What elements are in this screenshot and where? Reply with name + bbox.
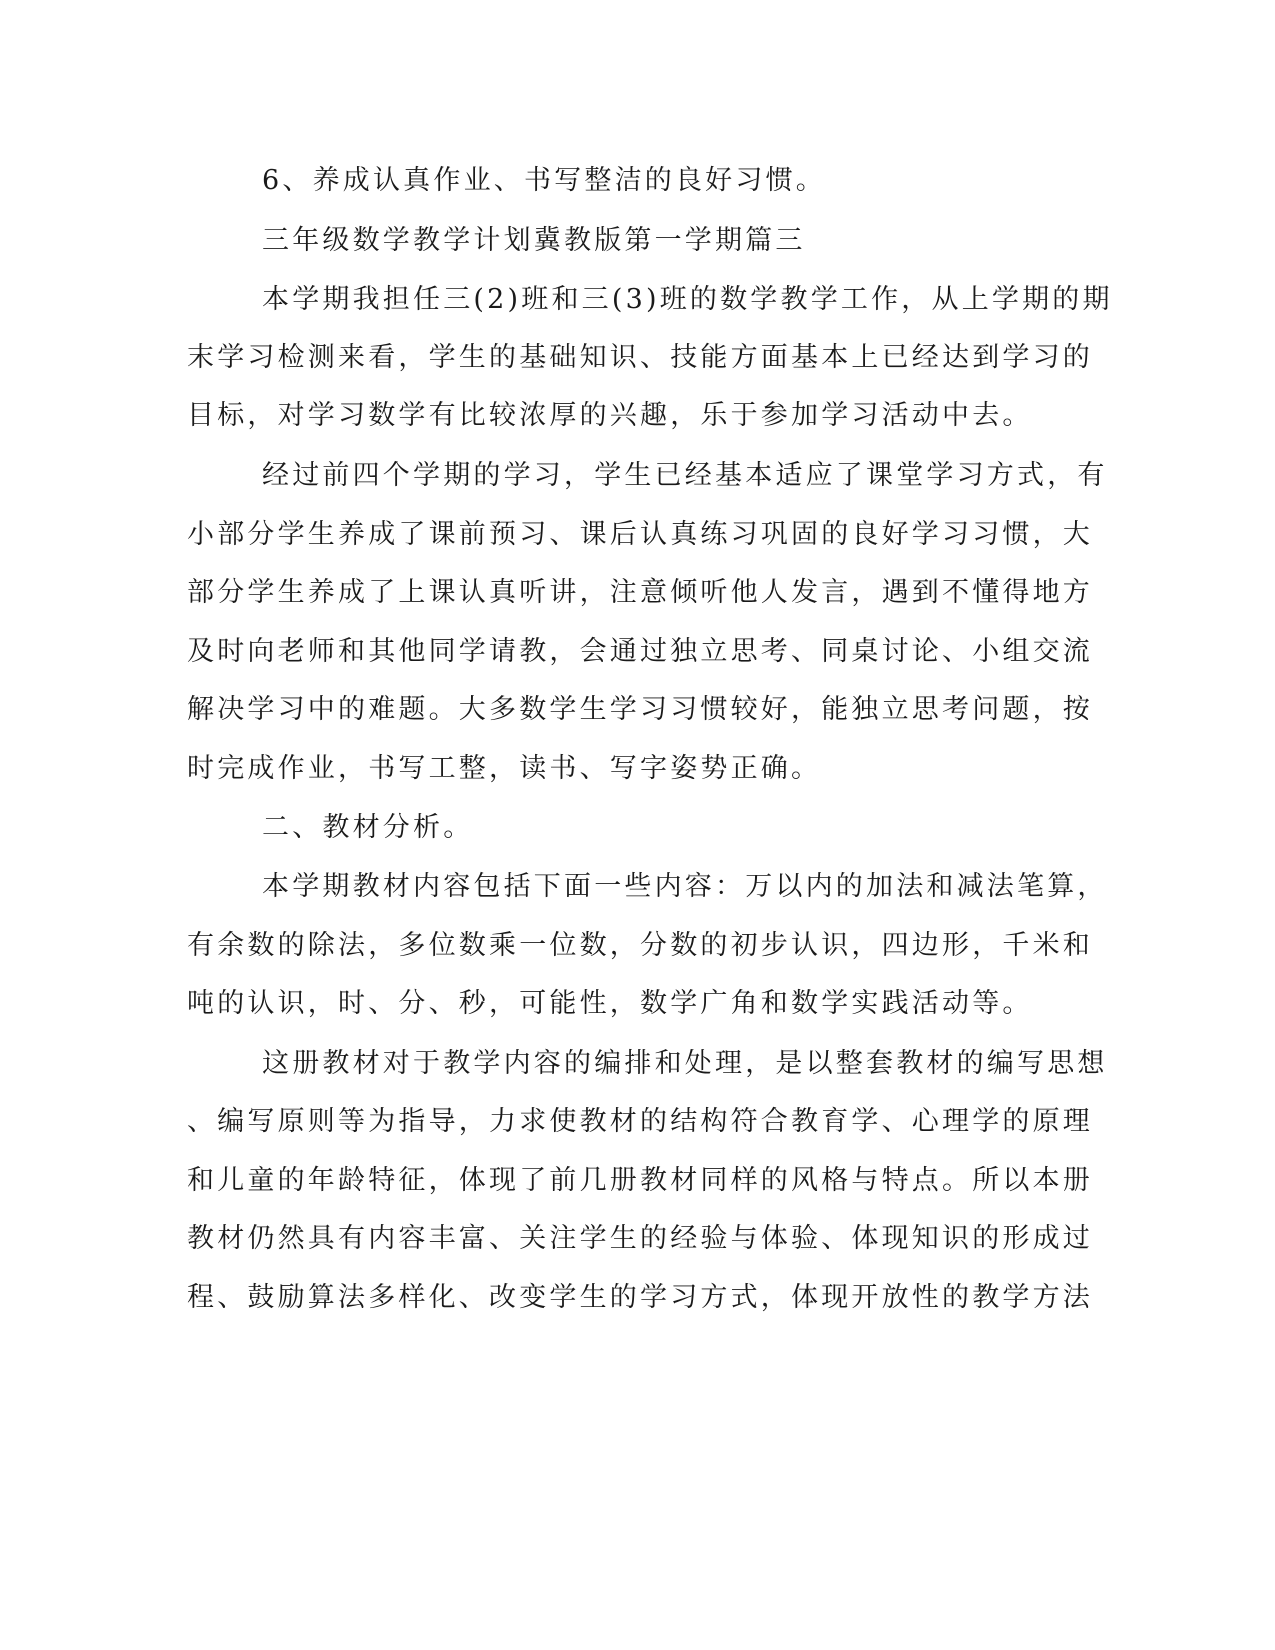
text-line-20: 程、鼓励算法多样化、改变学生的学习方式，体现开放性的教学方法 [187,1282,1093,1313]
text-line-7: 小部分学生养成了课前预习、课后认真练习巩固的良好学习习惯，大 [187,519,1093,550]
subsection-heading: 二、教材分析。 [262,812,474,843]
text-line-6: 经过前四个学期的学习，学生已经基本适应了课堂学习方式，有 [262,460,1108,491]
text-line-10: 解决学习中的难题。大多数学生学习习惯较好，能独立思考问题，按 [187,694,1093,725]
section-heading: 三年级数学教学计划冀教版第一学期篇三 [262,225,806,256]
text-line-8: 部分学生养成了上课认真听讲，注意倾听他人发言，遇到不懂得地方 [187,577,1093,608]
text-line-11: 时完成作业，书写工整，读书、写字姿势正确。 [187,753,822,784]
text-line-3: 本学期我担任三(2)班和三(3)班的数学教学工作，从上学期的期 [262,284,1113,315]
text-line-18: 和儿童的年龄特征，体现了前几册教材同样的风格与特点。所以本册 [187,1165,1093,1196]
text-line-15: 吨的认识，时、分、秒，可能性，数学广角和数学实践活动等。 [187,988,1033,1019]
text-line-9: 及时向老师和其他同学请教，会通过独立思考、同桌讨论、小组交流 [187,636,1093,667]
text-line-19: 教材仍然具有内容丰富、关注学生的经验与体验、体现知识的形成过 [187,1223,1093,1254]
text-line-14: 有余数的除法，多位数乘一位数，分数的初步认识，四边形，千米和 [187,930,1093,961]
text-line-1: 6、养成认真作业、书写整洁的良好习惯。 [262,165,826,196]
text-line-17: 、编写原则等为指导，力求使教材的结构符合教育学、心理学的原理 [187,1106,1093,1137]
text-line-4: 末学习检测来看，学生的基础知识、技能方面基本上已经达到学习的 [187,342,1093,373]
text-line-16: 这册教材对于教学内容的编排和处理，是以整套教材的编写思想 [262,1048,1108,1079]
text-line-5: 目标，对学习数学有比较浓厚的兴趣，乐于参加学习活动中去。 [187,400,1033,431]
text-line-13: 本学期教材内容包括下面一些内容：万以内的加法和减法笔算， [262,871,1108,902]
